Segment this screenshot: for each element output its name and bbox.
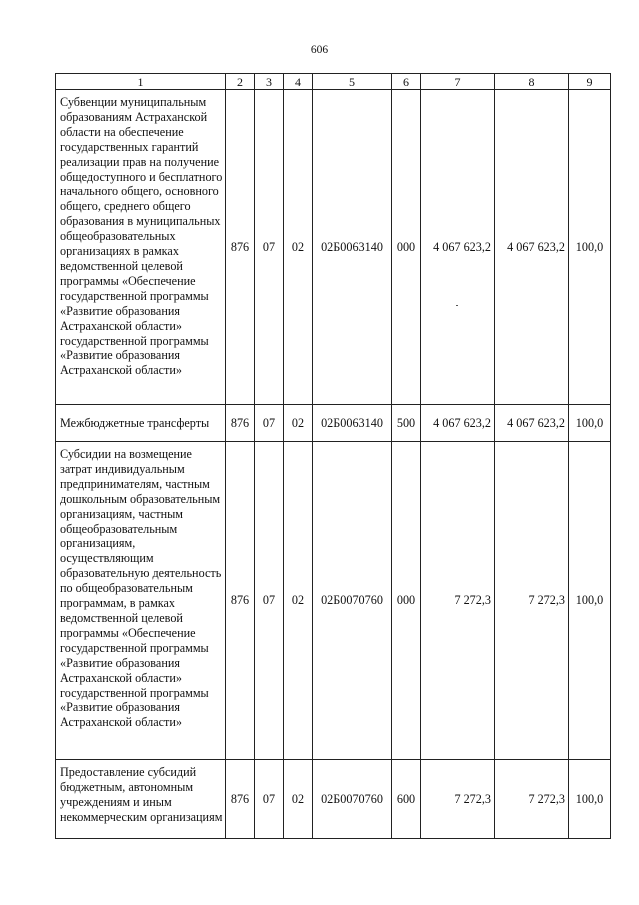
- column-header: 4: [284, 74, 313, 90]
- table-row: [56, 90, 611, 405]
- ministry-code: 876: [226, 760, 255, 839]
- executed-amount: 7 272,3: [495, 760, 569, 839]
- column-header: 2: [226, 74, 255, 90]
- target-article-code: 02Б0070760: [313, 760, 392, 839]
- executed-amount: 7 272,3: [495, 442, 569, 760]
- target-article-code: 02Б0070760: [313, 442, 392, 760]
- row-description: Предоставление субсидий бюджетным, автономным учреждениям и иным некоммерческим организациям: [56, 760, 226, 839]
- row-description: Субвенции муниципальным образованиям Астраханской области на обеспечение государственных гарантий реализации прав на получение общедоступного и бесплатного начального общего, основного общего, среднего общего образования в муниципальных общеобразовательных организациях в рамках ведомственной целевой программы «Обеспечение государственной программы «Развитие образования Астраханской области» государственной программы «Развитие образования Астраханской области»: [56, 90, 226, 405]
- ministry-code: 876: [226, 442, 255, 760]
- scan-speck: [456, 305, 458, 306]
- execution-percent: 100,0: [569, 442, 611, 760]
- column-header: 5: [313, 74, 392, 90]
- ministry-code: 876: [226, 405, 255, 442]
- expense-type-code: 600: [392, 760, 421, 839]
- column-header: 3: [255, 74, 284, 90]
- section-code: 07: [255, 442, 284, 760]
- executed-amount: 4 067 623,2: [495, 90, 569, 405]
- subsection-code: 02: [284, 90, 313, 405]
- executed-amount: 4 067 623,2: [495, 405, 569, 442]
- column-header: 9: [569, 74, 611, 90]
- planned-amount: 7 272,3: [421, 760, 495, 839]
- execution-percent: 100,0: [569, 90, 611, 405]
- execution-percent: 100,0: [569, 760, 611, 839]
- table-row: [56, 760, 611, 839]
- subsection-code: 02: [284, 442, 313, 760]
- row-description: Субсидии на возмещение затрат индивидуальным предпринимателям, частным дошкольным образовательным организациям, частным общеобразовательным организациям, осуществляющим образовательную деятельность по общеобразовательным программам, в рамках ведомственной целевой программы «Обеспечение государственной программы «Развитие образования Астраханской области» государственной программы «Развитие образования Астраханской области»: [56, 442, 226, 760]
- column-header: 6: [392, 74, 421, 90]
- planned-amount: 4 067 623,2: [421, 90, 495, 405]
- section-code: 07: [255, 405, 284, 442]
- ministry-code: 876: [226, 90, 255, 405]
- expense-type-code: 000: [392, 90, 421, 405]
- header-row: [56, 74, 611, 90]
- execution-percent: 100,0: [569, 405, 611, 442]
- section-code: 07: [255, 90, 284, 405]
- budget-table: [55, 73, 611, 839]
- subsection-code: 02: [284, 405, 313, 442]
- target-article-code: 02Б0063140: [313, 90, 392, 405]
- column-header: 7: [421, 74, 495, 90]
- column-header: 8: [495, 74, 569, 90]
- row-description: Межбюджетные трансферты: [56, 405, 226, 442]
- expense-type-code: 000: [392, 442, 421, 760]
- column-header: 1: [56, 74, 226, 90]
- planned-amount: 7 272,3: [421, 442, 495, 760]
- expense-type-code: 500: [392, 405, 421, 442]
- planned-amount: 4 067 623,2: [421, 405, 495, 442]
- table-row: [56, 442, 611, 760]
- page-number: 606: [310, 44, 329, 56]
- subsection-code: 02: [284, 760, 313, 839]
- target-article-code: 02Б0063140: [313, 405, 392, 442]
- table-row: [56, 405, 611, 442]
- section-code: 07: [255, 760, 284, 839]
